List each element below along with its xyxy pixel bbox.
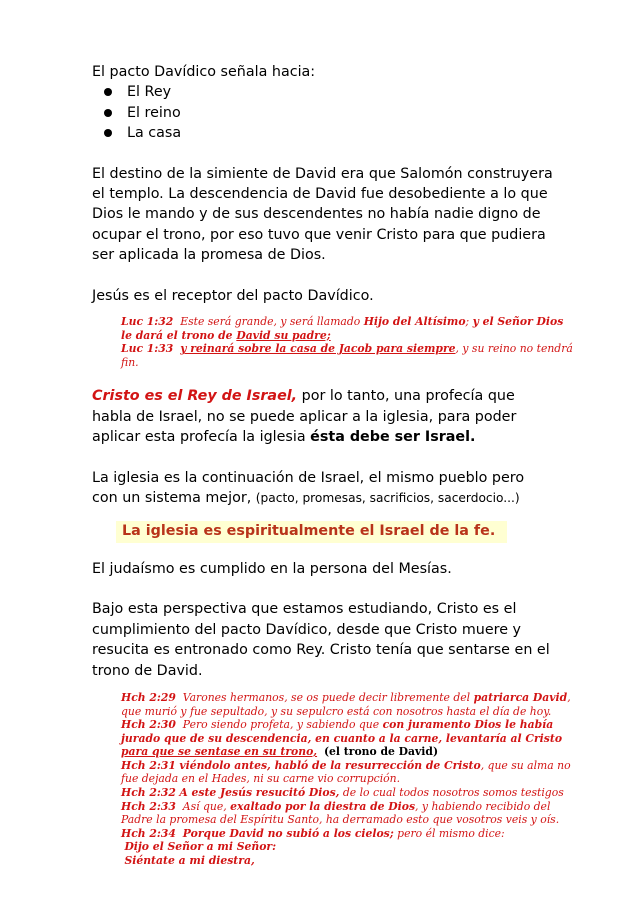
intro-text: El pacto Davídico señala hacia: — [92, 64, 316, 80]
bullet-dot-icon — [104, 129, 112, 137]
bullet-list — [92, 82, 582, 143]
bullet-item-reino: El reino — [92, 103, 582, 123]
highlight-iglesia: La iglesia es espiritualmente el Israel de la fe. — [116, 521, 507, 542]
bullet-dot-icon — [104, 109, 112, 117]
paragraph-perspectiva: Bajo esta perspectiva que estamos estudiando, Cristo es el cumplimiento del pacto Davídico, desde que Cristo muere y resucita es entronado como Rey. Cristo tenía que sentarse en el trono de David. — [92, 601, 550, 679]
quote-lucas: Luc 1:32 Este será grande, y será llamado Hijo del Altísimo; y el Señor Dios le dará el trono de David su padre; Luc 1:33 y reinará sobre la casa de Jacob para siempre, y su reino no tendrá fin. — [121, 315, 573, 369]
paragraph-receptor: Jesús es el receptor del pacto Davídico. — [92, 287, 374, 304]
paragraph-iglesia: La iglesia es la continuación de Israel, el mismo pueblo pero con un sistema mejor, (pacto, promesas, sacrificios, sacerdocio...) — [92, 469, 525, 507]
quote-hechos: Hch 2:29 Varones hermanos, se os puede decir libremente del patriarca David, que murió y fue sepultado, y su sepulcro está con nosotros hasta el día de hoy. Hch 2:30 Pero siendo profeta, y sabiendo que con juramento Dios le había jurado que de su descendencia, en cuanto a la carne, levantaría al Cristo para que se sentase en su trono, (el trono de David) Hch 2:31 viéndolo antes, habló de la resurrección de Cristo, que su alma no fue dejada en el Hades, ni su carne vio corrupción. Hch 2:32 A este Jesús resucitó Dios, de lo cual todos nosotros somos testigos Hch 2:33 Así que, exaltado por la diestra de Dios, y habiendo recibido del Padre la promesa del Espíritu Santo, ha derramado esto que vosotros veis y oís. Hch 2:34 Porque David no subió a los cielos; pero él mismo dice: Dijo el Señor a mi Señor: Siéntate a mi diestra, — [121, 690, 571, 868]
bullet-item-casa: La casa — [92, 123, 582, 143]
document-page — [92, 62, 582, 868]
paragraph-judaismo: El judaísmo es cumplido en la persona del Mesías. — [92, 560, 452, 577]
bullet-dot-icon — [104, 88, 112, 96]
paragraph-destino: El destino de la simiente de David era que Salomón construyera el templo. La descendencia de David fue desobediente a lo que Dios le mando y de sus descendentes no había nadie digno de ocupar el trono, por eso tuvo que venir Cristo para que pudiera ser aplicada la promesa de Dios. — [92, 165, 553, 264]
paragraph-rey-israel: Cristo es el Rey de Israel, por lo tanto, una profecía que habla de Israel, no se puede aplicar a la iglesia, para poder aplicar esta profecía la iglesia ésta debe ser Israel. — [92, 388, 517, 446]
bullet-item-rey: El Rey — [92, 82, 582, 102]
